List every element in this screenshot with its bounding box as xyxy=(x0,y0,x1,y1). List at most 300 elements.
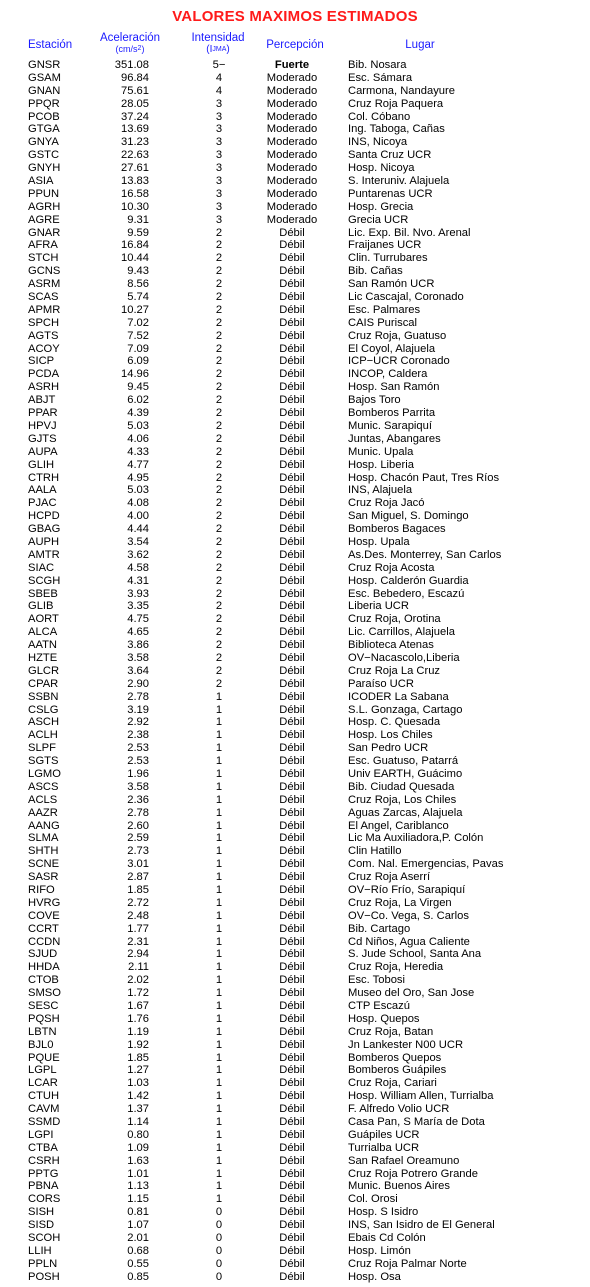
perception-value: Débil xyxy=(279,1116,305,1129)
station-code: ASIA xyxy=(28,175,54,188)
table-row xyxy=(0,1193,590,1206)
acceleration-value: 4.06 xyxy=(127,432,149,445)
acceleration-value: 0.80 xyxy=(127,1128,149,1141)
table-row xyxy=(0,111,590,124)
table-row xyxy=(0,317,590,330)
location-name: ICP−UCR Coronado xyxy=(348,355,450,368)
acceleration-value: 4.31 xyxy=(127,574,149,587)
table-row xyxy=(0,742,590,755)
acceleration-value: 7.02 xyxy=(127,316,149,329)
location-name: Munic. Upala xyxy=(348,445,414,458)
intensity-value: 1 xyxy=(215,729,223,742)
station-code: GLCR xyxy=(28,664,60,677)
table-row xyxy=(0,343,590,356)
intensity-value: 3 xyxy=(215,97,223,110)
perception-value: Moderado xyxy=(266,71,318,84)
table-row xyxy=(0,355,590,368)
location-name: Museo del Oro, San Jose xyxy=(348,987,475,1000)
station-code: PQUE xyxy=(28,1051,60,1064)
table-row xyxy=(0,1026,590,1039)
station-code: BJL0 xyxy=(28,1038,54,1051)
intensity-value: 1 xyxy=(215,1193,223,1206)
perception-value: Moderado xyxy=(266,149,318,162)
perception-value: Débil xyxy=(279,871,305,884)
location-name: Hosp. Calderón Guardia xyxy=(348,574,469,587)
perception-value: Débil xyxy=(279,922,305,935)
intensity-value: 2 xyxy=(215,419,223,432)
intensity-value: 1 xyxy=(215,884,223,896)
table-row xyxy=(0,136,590,149)
location-name: Com. Nal. Emergencias, Pavas xyxy=(348,858,504,871)
table-row xyxy=(0,536,590,549)
table-row xyxy=(0,781,590,794)
perception-value: Débil xyxy=(279,845,305,858)
table-row xyxy=(0,987,590,1000)
location-name: Grecia UCR xyxy=(348,213,409,226)
table-row xyxy=(0,420,590,433)
acceleration-value: 13.69 xyxy=(121,123,149,136)
acceleration-value: 3.86 xyxy=(127,639,149,652)
table-row xyxy=(0,1103,590,1116)
perception-value: Débil xyxy=(279,574,305,587)
perception-value: Débil xyxy=(279,974,305,987)
location-name: Cruz Roja Palmar Norte xyxy=(348,1257,467,1270)
station-code: ABJT xyxy=(28,394,56,407)
location-name: Lic Ma Auxiliadora,P. Colón xyxy=(348,832,484,845)
location-name: Cruz Roja, Cariari xyxy=(348,1077,437,1090)
perception-value: Moderado xyxy=(266,136,318,149)
perception-value: Débil xyxy=(279,381,305,394)
acceleration-value: 2.60 xyxy=(127,819,149,832)
table-row xyxy=(0,1168,590,1181)
intensity-value: 1 xyxy=(215,819,223,832)
location-name: San Pedro UCR xyxy=(348,742,429,755)
table-row xyxy=(0,72,590,85)
table-row xyxy=(0,1142,590,1155)
acceleration-value: 9.43 xyxy=(127,265,149,278)
acceleration-value: 3.19 xyxy=(127,703,149,716)
acceleration-value: 3.54 xyxy=(127,535,149,548)
intensity-value: 2 xyxy=(215,329,223,342)
table-row xyxy=(0,265,590,278)
acceleration-value: 1.27 xyxy=(127,1064,149,1077)
table-row xyxy=(0,239,590,252)
table-row xyxy=(0,59,590,72)
table-row xyxy=(0,704,590,717)
intensity-value: 1 xyxy=(215,871,223,884)
perception-value: Débil xyxy=(279,303,305,316)
intensity-value: 3 xyxy=(215,149,223,162)
station-code: SCOH xyxy=(28,1232,61,1245)
location-name: Col. Orosi xyxy=(348,1193,398,1206)
perception-value: Débil xyxy=(279,1012,305,1025)
station-code: PPLN xyxy=(28,1257,58,1270)
location-name: Cruz Roja, Los Chiles xyxy=(348,793,457,806)
perception-value: Débil xyxy=(279,1270,305,1283)
location-name: Fraijanes UCR xyxy=(348,239,422,252)
location-name: Cruz Roja, La Virgen xyxy=(348,896,452,909)
perception-value: Débil xyxy=(279,1103,305,1116)
intensity-value: 1 xyxy=(215,806,223,819)
header-lugar-label: Lugar xyxy=(405,39,435,51)
station-code: GNYH xyxy=(28,162,61,175)
intensity-value: 3 xyxy=(215,136,223,149)
intensity-value: 1 xyxy=(215,1141,223,1154)
intensity-value: 1 xyxy=(215,1077,223,1090)
station-code: SJUD xyxy=(28,948,58,961)
intensity-value: 1 xyxy=(215,935,223,948)
table-row xyxy=(0,1116,590,1129)
intensity-value: 2 xyxy=(215,639,223,652)
acceleration-value: 22.63 xyxy=(121,149,149,162)
station-code: ASRH xyxy=(28,381,60,394)
acceleration-value: 1.37 xyxy=(127,1103,149,1116)
location-name: Lic. Carrillos, Alajuela xyxy=(348,626,455,639)
station-code: GTGA xyxy=(28,123,60,136)
location-name: Santa Cruz UCR xyxy=(348,149,432,162)
location-name: San Miguel, S. Domingo xyxy=(348,510,469,523)
station-code: ASCH xyxy=(28,716,60,729)
intensity-value: 2 xyxy=(215,303,223,316)
station-code: SMSO xyxy=(28,987,61,1000)
location-name: INCOP, Caldera xyxy=(348,368,428,381)
acceleration-value: 2.87 xyxy=(127,871,149,884)
location-name: Esc. Guatuso, Patarrá xyxy=(348,755,459,768)
location-name: S. Interuniv. Alajuela xyxy=(348,175,450,188)
table-row xyxy=(0,820,590,833)
location-name: INS, San Isidro de El General xyxy=(348,1219,495,1232)
intensity-value: 1 xyxy=(215,1154,223,1167)
acceleration-value: 7.52 xyxy=(127,329,149,342)
location-name: Cruz Roja, Orotina xyxy=(348,613,441,626)
station-code: RIFO xyxy=(28,884,55,896)
station-code: SISD xyxy=(28,1219,55,1232)
location-name: Hosp. Chacón Paut, Tres Ríos xyxy=(348,471,500,484)
table-row xyxy=(0,523,590,536)
station-code: SCGH xyxy=(28,574,61,587)
acceleration-value: 0.55 xyxy=(127,1257,149,1270)
perception-value: Débil xyxy=(279,1000,305,1013)
location-name: Jn Lankester N00 UCR xyxy=(348,1038,464,1051)
acceleration-value: 2.94 xyxy=(127,948,149,961)
intensity-value: 2 xyxy=(215,239,223,252)
acceleration-value: 3.62 xyxy=(127,548,149,561)
perception-value: Moderado xyxy=(266,187,318,200)
intensity-value: 1 xyxy=(215,1025,223,1038)
station-code: PJAC xyxy=(28,497,57,510)
table-row xyxy=(0,227,590,240)
acceleration-value: 31.23 xyxy=(121,136,149,149)
intensity-value: 2 xyxy=(215,316,223,329)
perception-value: Débil xyxy=(279,613,305,626)
location-name: S. Jude School, Santa Ana xyxy=(348,948,482,961)
acceleration-value: 1.07 xyxy=(127,1219,149,1232)
acceleration-value: 1.85 xyxy=(127,884,149,896)
intensity-value: 3 xyxy=(215,187,223,200)
station-code: PPAR xyxy=(28,407,58,420)
location-name: ICODER La Sabana xyxy=(348,690,449,703)
location-name: Hosp. William Allen, Turrialba xyxy=(348,1090,494,1103)
table-row xyxy=(0,936,590,949)
acceleration-value: 16.58 xyxy=(121,187,149,200)
intensity-value: 3 xyxy=(215,110,223,123)
acceleration-value: 10.30 xyxy=(121,200,149,213)
location-name: Bomberos Guápiles xyxy=(348,1064,447,1077)
acceleration-value: 2.38 xyxy=(127,729,149,742)
table-row xyxy=(0,394,590,407)
location-name: Hosp. Upala xyxy=(348,535,410,548)
table-row xyxy=(0,871,590,884)
location-name: INS, Alajuela xyxy=(348,484,413,497)
location-name: Bib. Cañas xyxy=(348,265,403,278)
acceleration-value: 9.59 xyxy=(127,226,149,239)
perception-value: Débil xyxy=(279,1167,305,1180)
location-name: Hosp. Grecia xyxy=(348,200,414,213)
station-code: ASCS xyxy=(28,780,59,793)
location-name: Bomberos Parrita xyxy=(348,407,436,420)
acceleration-value: 0.81 xyxy=(127,1206,149,1219)
station-code: SASR xyxy=(28,871,59,884)
table-row xyxy=(0,1258,590,1271)
station-code: SLPF xyxy=(28,742,56,755)
location-name: Casa Pan, S María de Dota xyxy=(348,1116,485,1129)
acceleration-value: 1.09 xyxy=(127,1141,149,1154)
intensity-value: 0 xyxy=(215,1219,223,1232)
intensity-value: 3 xyxy=(215,123,223,136)
perception-value: Débil xyxy=(279,742,305,755)
intensity-value: 2 xyxy=(215,368,223,381)
table-row xyxy=(0,1000,590,1013)
perception-value: Débil xyxy=(279,780,305,793)
intensity-value: 0 xyxy=(215,1244,223,1257)
table-row xyxy=(0,1077,590,1090)
perception-value: Débil xyxy=(279,1206,305,1219)
station-code: GSTC xyxy=(28,149,60,162)
perception-value: Débil xyxy=(279,819,305,832)
table-row xyxy=(0,188,590,201)
acceleration-value: 4.77 xyxy=(127,458,149,471)
perception-value: Débil xyxy=(279,1064,305,1077)
acceleration-value: 3.35 xyxy=(127,600,149,613)
intensity-value: 2 xyxy=(215,510,223,523)
header-lugar xyxy=(395,40,445,51)
table-row xyxy=(0,497,590,510)
location-name: Hosp. C. Quesada xyxy=(348,716,441,729)
perception-value: Débil xyxy=(279,600,305,613)
acceleration-value: 1.76 xyxy=(127,1012,149,1025)
intensity-value: 2 xyxy=(215,664,223,677)
station-code: COVE xyxy=(28,909,60,922)
intensity-value: 1 xyxy=(215,1038,223,1051)
intensity-value: 2 xyxy=(215,561,223,574)
acceleration-value: 2.48 xyxy=(127,909,149,922)
location-name: INS, Nicoya xyxy=(348,136,408,149)
table-row xyxy=(0,678,590,691)
perception-value: Débil xyxy=(279,793,305,806)
intensity-value: 2 xyxy=(215,407,223,420)
table-row xyxy=(0,639,590,652)
location-name: El Coyol, Alajuela xyxy=(348,342,436,355)
perception-value: Débil xyxy=(279,458,305,471)
location-name: Univ EARTH, Guácimo xyxy=(348,767,463,780)
perception-value: Débil xyxy=(279,407,305,420)
intensity-value: 1 xyxy=(215,767,223,780)
perception-value: Débil xyxy=(279,510,305,523)
perception-value: Débil xyxy=(279,497,305,510)
header-percepcion xyxy=(256,40,334,51)
location-name: Biblioteca Atenas xyxy=(348,639,434,652)
acceleration-value: 2.31 xyxy=(127,935,149,948)
acceleration-value: 1.67 xyxy=(127,1000,149,1013)
table-row xyxy=(0,484,590,497)
location-name: Munic. Buenos Aires xyxy=(348,1180,450,1193)
perception-value: Débil xyxy=(279,484,305,497)
station-code: LBTN xyxy=(28,1025,57,1038)
location-name: San Ramón UCR xyxy=(348,278,435,291)
header-estacion-label: Estación xyxy=(28,39,73,51)
perception-value: Débil xyxy=(279,664,305,677)
acceleration-value: 3.58 xyxy=(127,780,149,793)
table-row xyxy=(0,1206,590,1219)
table-row xyxy=(0,407,590,420)
perception-value: Débil xyxy=(279,767,305,780)
location-name: Puntarenas UCR xyxy=(348,187,433,200)
location-name: OV−Nacascolo,Liberia xyxy=(348,651,460,664)
intensity-value: 1 xyxy=(215,755,223,768)
acceleration-value: 1.01 xyxy=(127,1167,149,1180)
intensity-value: 3 xyxy=(215,200,223,213)
station-code: GLIH xyxy=(28,458,55,471)
acceleration-value: 10.44 xyxy=(121,252,149,265)
station-code: AMTR xyxy=(28,548,60,561)
table-row xyxy=(0,832,590,845)
table-row xyxy=(0,1232,590,1245)
intensity-value: 1 xyxy=(215,987,223,1000)
intensity-value: 1 xyxy=(215,780,223,793)
station-code: AALA xyxy=(28,484,57,497)
station-code: STCH xyxy=(28,252,59,265)
intensity-value: 2 xyxy=(215,394,223,407)
perception-value: Débil xyxy=(279,755,305,768)
acceleration-value: 10.27 xyxy=(121,303,149,316)
intensity-value: 2 xyxy=(215,651,223,664)
station-code: PQSH xyxy=(28,1012,60,1025)
intensity-value: 1 xyxy=(215,742,223,755)
location-name: Cruz Roja Jacó xyxy=(348,497,425,510)
station-code: CTUH xyxy=(28,1090,60,1103)
location-name: San Rafael Oreamuno xyxy=(348,1154,460,1167)
location-name: Bajos Toro xyxy=(348,394,401,407)
location-name: Lic Cascajal, Coronado xyxy=(348,291,464,304)
intensity-value: 2 xyxy=(215,458,223,471)
perception-value: Débil xyxy=(279,832,305,845)
intensity-value: 1 xyxy=(215,896,223,909)
station-code: SICP xyxy=(28,355,55,368)
intensity-value: 0 xyxy=(215,1270,223,1283)
table-row xyxy=(0,1064,590,1077)
intensity-value: 2 xyxy=(215,252,223,265)
perception-value: Débil xyxy=(279,935,305,948)
station-code: GBAG xyxy=(28,523,61,536)
location-name: Cruz Roja La Cruz xyxy=(348,664,441,677)
acceleration-value: 96.84 xyxy=(121,71,149,84)
location-name: Munic. Sarapiquí xyxy=(348,419,432,432)
perception-value: Débil xyxy=(279,419,305,432)
station-code: LCAR xyxy=(28,1077,58,1090)
table-row xyxy=(0,201,590,214)
acceleration-value: 2.01 xyxy=(127,1232,149,1245)
intensity-value: 2 xyxy=(215,342,223,355)
table-row xyxy=(0,85,590,98)
station-code: APMR xyxy=(28,303,61,316)
acceleration-value: 4.58 xyxy=(127,561,149,574)
perception-value: Moderado xyxy=(266,123,318,136)
table-row xyxy=(0,858,590,871)
table-row xyxy=(0,381,590,394)
location-name: Liberia UCR xyxy=(348,600,409,613)
perception-value: Débil xyxy=(279,535,305,548)
station-code: AATN xyxy=(28,639,58,652)
intensity-value: 4 xyxy=(215,71,223,84)
station-code: SCNE xyxy=(28,858,60,871)
intensity-value: 0 xyxy=(215,1232,223,1245)
acceleration-value: 1.77 xyxy=(127,922,149,935)
intensity-value: 3 xyxy=(215,213,223,226)
station-code: CTRH xyxy=(28,471,60,484)
station-code: ALCA xyxy=(28,626,58,639)
station-code: AGRH xyxy=(28,200,61,213)
location-name: Juntas, Abangares xyxy=(348,432,441,445)
table-row xyxy=(0,588,590,601)
station-code: AORT xyxy=(28,613,59,626)
location-name: Paraíso UCR xyxy=(348,677,414,690)
table-row xyxy=(0,626,590,639)
station-code: SGTS xyxy=(28,755,59,768)
acceleration-value: 2.78 xyxy=(127,806,149,819)
acceleration-value: 351.08 xyxy=(114,59,149,71)
location-name: Bib. Ciudad Quesada xyxy=(348,780,455,793)
location-name: Lic. Exp. Bil. Nvo. Arenal xyxy=(348,226,471,239)
table-row xyxy=(0,433,590,446)
acceleration-value: 4.44 xyxy=(127,523,149,536)
location-name: Hosp. Limón xyxy=(348,1244,411,1257)
acceleration-value: 1.85 xyxy=(127,1051,149,1064)
location-name: Bomberos Quepos xyxy=(348,1051,442,1064)
station-code: SHTH xyxy=(28,845,59,858)
acceleration-value: 4.65 xyxy=(127,626,149,639)
location-name: Bib. Cartago xyxy=(348,922,411,935)
station-code: SESC xyxy=(28,1000,59,1013)
station-code: CORS xyxy=(28,1193,61,1206)
station-code: LLIH xyxy=(28,1244,52,1257)
table-row xyxy=(0,446,590,459)
acceleration-value: 2.36 xyxy=(127,793,149,806)
intensity-value: 1 xyxy=(215,1180,223,1193)
location-name: OV−Río Frío, Sarapiquí xyxy=(348,884,466,896)
perception-value: Débil xyxy=(279,1257,305,1270)
station-code: GJTS xyxy=(28,432,57,445)
table-row xyxy=(0,1013,590,1026)
table-row xyxy=(0,1155,590,1168)
station-code: SISH xyxy=(28,1206,55,1219)
location-name: Turrialba UCR xyxy=(348,1141,420,1154)
location-name: Clin Hatillo xyxy=(348,845,402,858)
perception-value: Débil xyxy=(279,909,305,922)
table-row xyxy=(0,1129,590,1142)
intensity-value: 3 xyxy=(215,162,223,175)
perception-value: Débil xyxy=(279,716,305,729)
station-code: SSMD xyxy=(28,1116,61,1129)
